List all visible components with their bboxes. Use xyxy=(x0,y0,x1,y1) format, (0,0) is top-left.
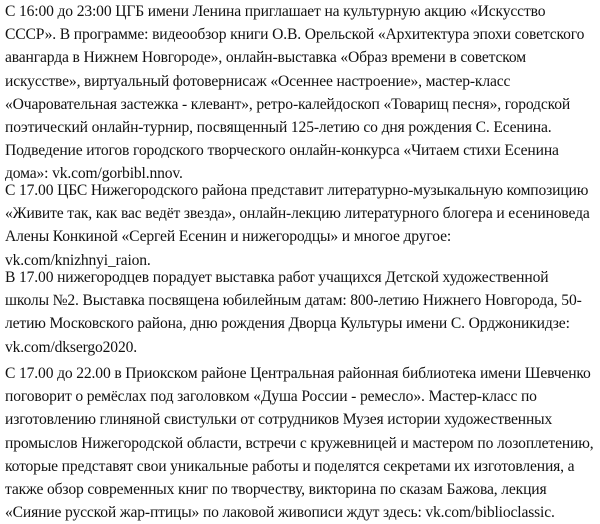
event-paragraph-biblioclassic xyxy=(5,362,594,524)
text-line: поговорит о ремёслах под заголовком «Душа России - ремесло». Мастер-класс по xyxy=(5,388,537,406)
event-paragraph-dksergo xyxy=(5,266,582,359)
text-line: авангарда в Нижнем Новгороде», онлайн-выставка «Образ времени в советском xyxy=(5,49,526,67)
text-line: «Живите так, как вас ведёт звезда», онлайн-лекцию литературного блогера и есениноведа xyxy=(5,205,590,223)
text-line: школы №2. Выставка посвящена юбилейным датам: 800-летию Нижнего Новгорода, 50- xyxy=(5,292,582,310)
text-line: Подведение итогов городского творческого онлайн-конкурса «Читаем стихи Есенина xyxy=(5,142,559,160)
text-line: «Очаровательная застежка - клевант», ретро-калейдоскоп «Товарищ песня», городской xyxy=(5,95,571,113)
text-line-with-link: дома»: vk.com/gorbibl.nnov. xyxy=(5,165,183,183)
text-line: промыслов Нижегородской области, встречи с кружевницей и мастером по лозоплетению, xyxy=(5,434,594,452)
text-line: Алены Конкиной «Сергей Есенин и нижегородцы» и многое другое: xyxy=(5,228,452,246)
text-line: В 17.00 нижегородцев порадует выставка работ учащихся Детской художественной xyxy=(5,269,549,286)
event-paragraph-gorbibl xyxy=(5,0,584,186)
text-line: также обзор современных книг по творчеству, викторина по сказам Бажова, лекция xyxy=(5,481,547,499)
text-line-with-link: vk.com/dksergo2020. xyxy=(5,338,137,356)
text-line: которые представят свои уникальные работы и поделятся секретами их изготовления, а xyxy=(5,457,575,475)
event-paragraph-knizhnyi-raion xyxy=(5,179,590,272)
text-line: С 16:00 до 23:00 ЦГБ имени Ленина приглашает на культурную акцию «Искусство xyxy=(5,3,546,20)
text-line: С 17.00 до 22.00 в Приокском районе Центральная районная библиотека имени Шевченко xyxy=(5,365,591,382)
text-line: С 17.00 ЦБС Нижегородского района представит литературно-музыкальную композицию xyxy=(5,182,589,199)
text-line-with-link: «Сияние русской жар-птицы» по лаковой живописи ждут здесь: vk.com/biblioclassic. xyxy=(5,504,555,522)
text-line: изготовлению глиняной свистульки от сотрудников Музея истории художественных xyxy=(5,411,553,429)
text-line: СССР». В программе: видеообзор книги О.В. Орельской «Архитектура эпохи советского xyxy=(5,26,585,44)
text-line: искусстве», виртуальный фотовернисаж «Осеннее настроение», мастер-класс xyxy=(5,72,511,90)
text-line: летию Московского района, дню рождения Дворца Культуры имени С. Орджоникидзе: xyxy=(5,315,570,333)
text-line-with-link: vk.com/knizhnyi_raion. xyxy=(5,251,151,269)
text-line: поэтический онлайн-турнир, посвященный 125-летию со дня рождения С. Есенина. xyxy=(5,119,552,137)
